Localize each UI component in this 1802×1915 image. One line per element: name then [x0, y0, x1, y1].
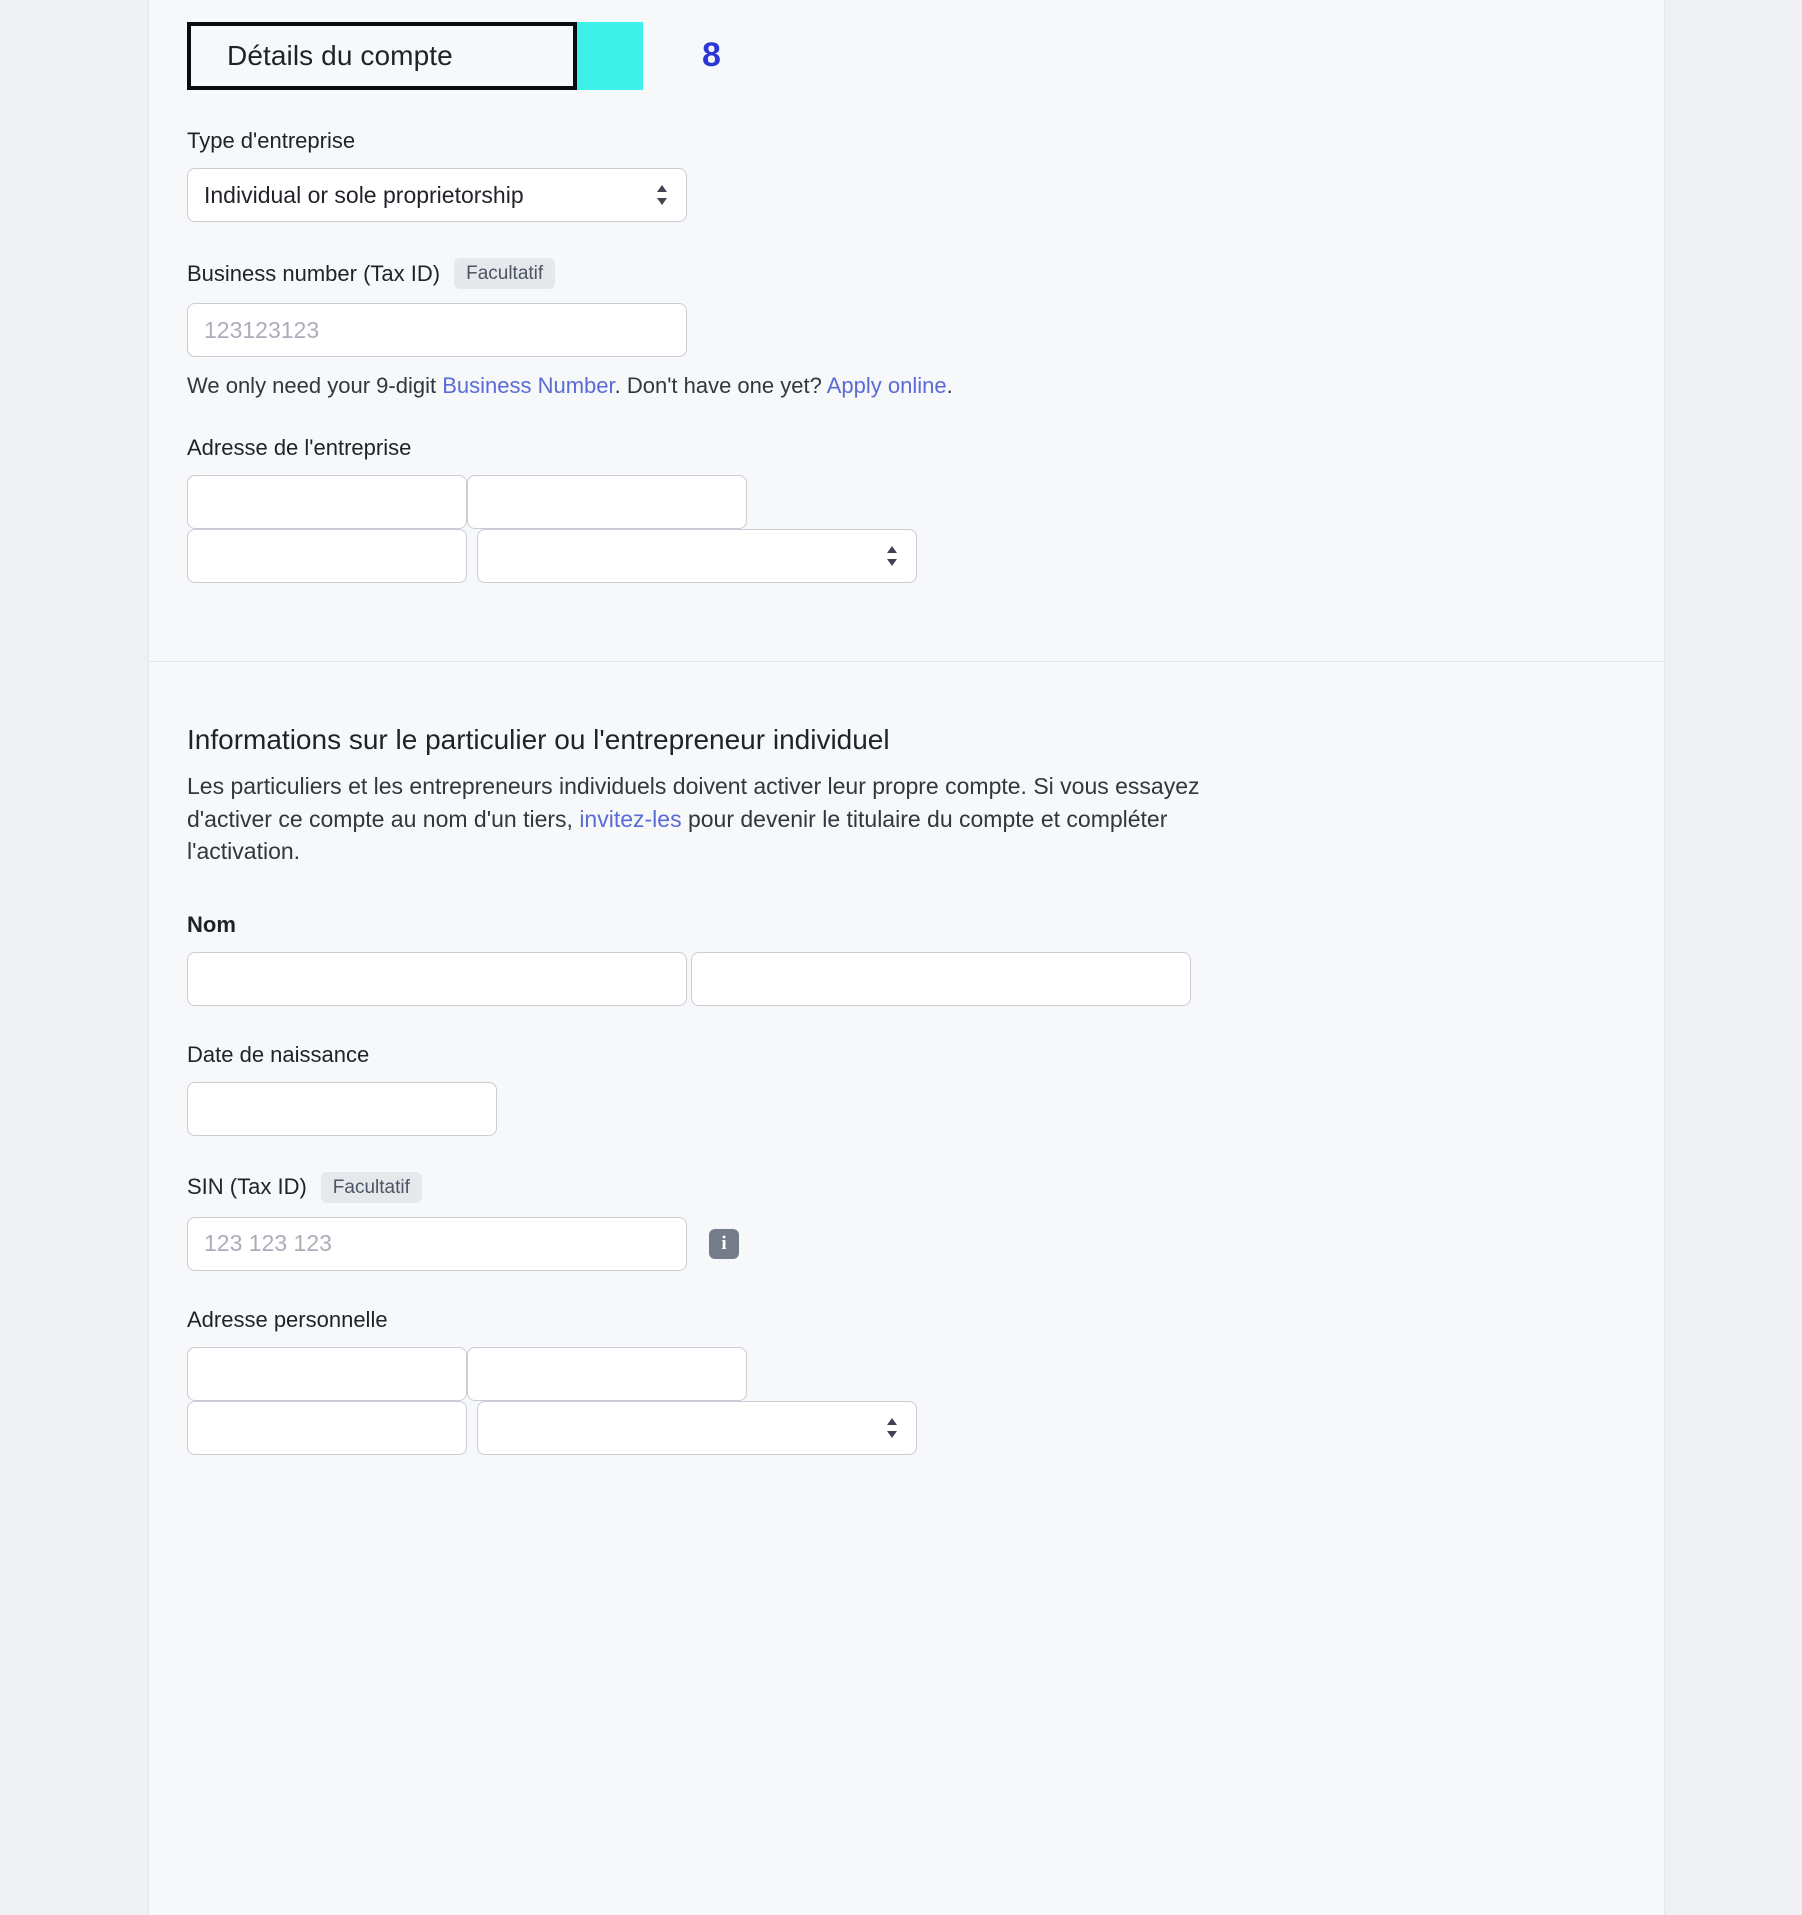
business-address-label: Adresse de l'entreprise	[187, 435, 412, 460]
business-number-group	[187, 258, 1626, 399]
date-of-birth-input[interactable]	[187, 1082, 497, 1136]
sin-group	[187, 1172, 1626, 1271]
business-address-line2-input[interactable]	[467, 475, 747, 529]
business-section	[149, 0, 1664, 661]
apply-online-link[interactable]: Apply online	[826, 373, 947, 398]
individual-section-heading: Informations sur le particulier ou l'entrepreneur individuel	[187, 724, 890, 755]
chevron-updown-icon	[654, 182, 670, 208]
business-number-input[interactable]	[187, 303, 687, 357]
personal-address-row-1	[187, 1347, 1626, 1401]
description-suffix: pour devenir le titulaire du compte et compléter l'activation.	[187, 805, 1168, 865]
chevron-updown-icon	[884, 543, 900, 569]
info-icon[interactable]: i	[709, 1229, 739, 1259]
business-number-help	[187, 373, 1626, 399]
dob-group	[187, 1042, 1626, 1136]
description-prefix: Les particuliers et les entrepreneurs individuels doivent activer leur propre compte. Si vous essayez d'activer ce compte au nom d'un tiers,	[187, 773, 1200, 832]
chevron-updown-icon	[884, 1415, 900, 1441]
individual-section	[149, 662, 1664, 1455]
personal-address-line2-input[interactable]	[467, 1347, 747, 1401]
personal-address-label: Adresse personnelle	[187, 1306, 388, 1332]
personal-address-city-input[interactable]	[187, 1401, 467, 1455]
business-address-region-select[interactable]	[477, 529, 917, 583]
help-suffix: .	[946, 373, 953, 398]
business-type-value: Individual or sole proprietorship	[204, 181, 524, 208]
business-address-group	[187, 435, 1626, 583]
sin-row	[187, 1217, 1626, 1271]
business-number-link[interactable]: Business Number	[442, 373, 615, 398]
account-details-panel	[148, 0, 1665, 1915]
sin-optional-badge: Facultatif	[321, 1172, 422, 1203]
individual-section-description	[187, 770, 1257, 868]
business-number-label-text: Business number (Tax ID)	[187, 260, 441, 286]
business-address-row-1	[187, 475, 1626, 529]
sin-label-text: SIN (Tax ID)	[187, 1174, 307, 1200]
last-name-input[interactable]	[691, 952, 1191, 1006]
name-label: Nom	[187, 911, 236, 937]
business-type-label: Type d'entreprise	[187, 128, 356, 153]
personal-address-row-2	[187, 1401, 1626, 1455]
business-address-city-input[interactable]	[187, 529, 467, 583]
page-title-box	[187, 22, 577, 90]
business-type-select[interactable]	[187, 168, 687, 222]
help-middle: . Don't have one yet?	[614, 373, 827, 398]
personal-address-line1-input[interactable]	[187, 1347, 467, 1401]
help-prefix: We only need your 9-digit	[187, 373, 443, 398]
first-name-input[interactable]	[187, 952, 687, 1006]
personal-address-region-select[interactable]	[477, 1401, 917, 1455]
personal-address-group	[187, 1307, 1626, 1455]
name-group	[187, 912, 1626, 1006]
business-number-label	[187, 258, 1626, 289]
page-title: Détails du compte	[227, 40, 453, 71]
sin-label	[187, 1172, 1626, 1203]
step-badge: 8	[702, 36, 721, 74]
business-address-row-2	[187, 529, 1626, 583]
dob-label: Date de naissance	[187, 1041, 370, 1067]
business-type-group	[187, 128, 1626, 222]
optional-badge: Facultatif	[454, 258, 555, 289]
sin-input[interactable]	[187, 1217, 687, 1271]
business-address-line1-input[interactable]	[187, 475, 467, 529]
invite-link[interactable]: invitez-les	[579, 805, 682, 832]
